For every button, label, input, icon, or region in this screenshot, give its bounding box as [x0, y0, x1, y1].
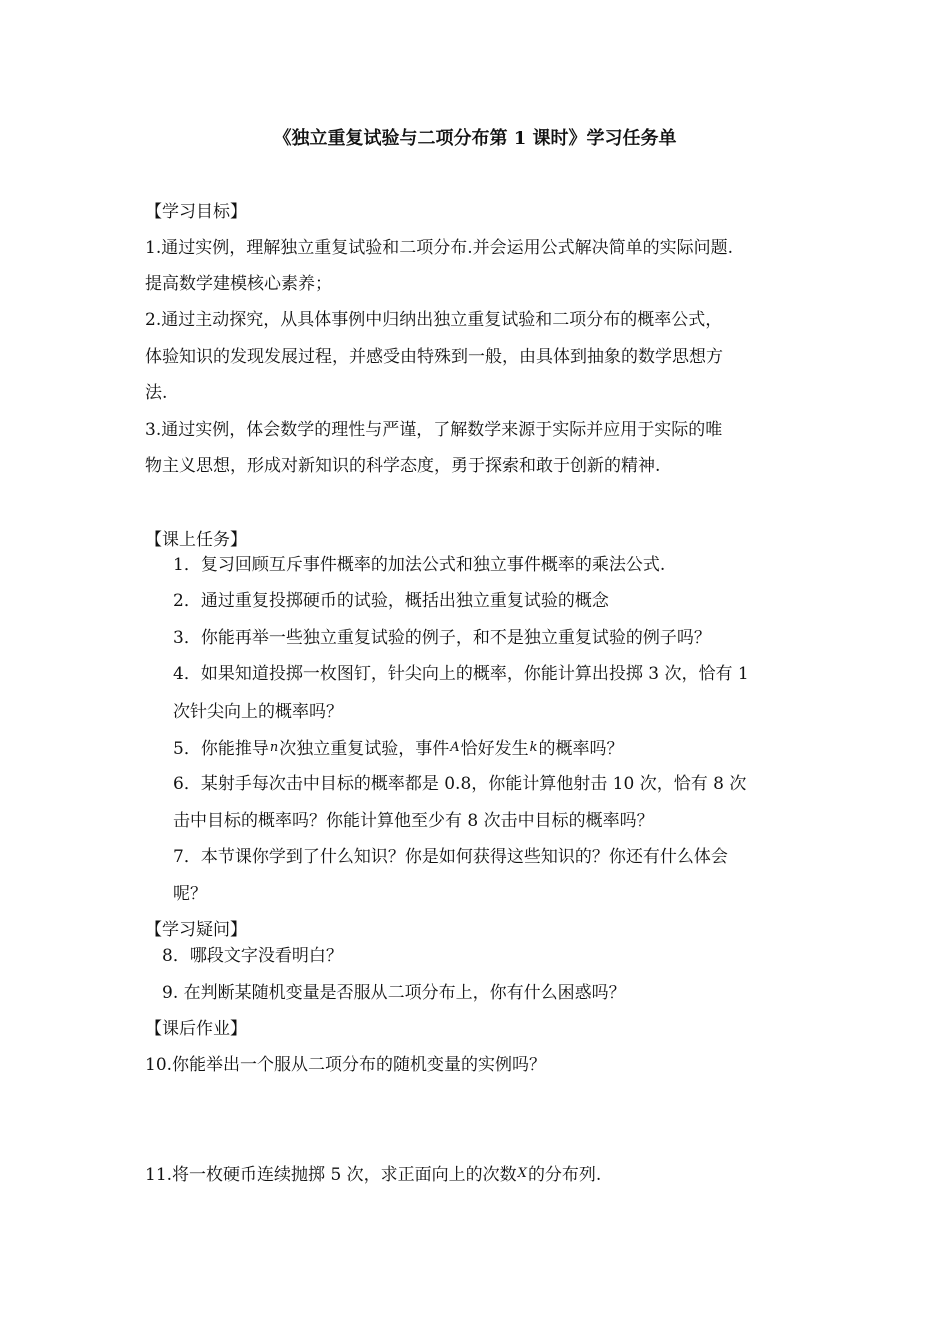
- section-heading-goals: 【学习目标】: [145, 202, 247, 222]
- goal-line: 2.通过主动探究，从具体事例中归纳出独立重复试验和二项分布的概率公式，: [145, 310, 723, 330]
- task-item-3: 3．你能再举一些独立重复试验的例子，和不是独立重复试验的例子吗？: [173, 628, 711, 648]
- task-item-6: 6．某射手每次击中目标的概率都是 0.8，你能计算他射击 10 次，恰有 8 次: [173, 774, 747, 794]
- goal-line: 1.通过实例，理解独立重复试验和二项分布.并会运用公式解决简单的实际问题.: [145, 238, 734, 258]
- task-5-text: 5．你能推导: [173, 739, 269, 759]
- math-var-n: n: [269, 740, 279, 755]
- task-item-1: 1．复习回顾互斥事件概率的加法公式和独立事件概率的乘法公式.: [173, 555, 666, 575]
- goal-line: 体验知识的发现发展过程，并感受由特殊到一般，由具体到抽象的数学思想方: [145, 347, 723, 367]
- task-item-7: 7．本节课你学到了什么知识？你是如何获得这些知识的？你还有什么体会: [173, 847, 728, 867]
- section-heading-tasks: 【课上任务】: [145, 530, 247, 550]
- goal-line: 提高数学建模核心素养；: [145, 274, 332, 294]
- task-item-5: [173, 736, 623, 761]
- homework-item-10: 10.你能举出一个服从二项分布的随机变量的实例吗？: [145, 1055, 547, 1075]
- homework-item-11: [145, 1162, 601, 1187]
- math-var-a: A: [450, 740, 460, 755]
- task-item-6-cont: 击中目标的概率吗？你能计算他至少有 8 次击中目标的概率吗？: [173, 811, 654, 831]
- homework-11-text: 的分布列.: [527, 1165, 602, 1185]
- task-5-text: 的概率吗？: [538, 739, 624, 759]
- document-title: 《独立重复试验与二项分布第 1 课时》学习任务单: [273, 128, 677, 149]
- task-5-text: 次独立重复试验，事件: [279, 739, 450, 759]
- task-item-2: 2．通过重复投掷硬币的试验，概括出独立重复试验的概念: [173, 591, 609, 611]
- homework-11-text: 11.将一枚硬币连续抛掷 5 次，求正面向上的次数: [145, 1165, 517, 1185]
- goal-line: 3.通过实例，体会数学的理性与严谨，了解数学来源于实际并应用于实际的唯: [145, 420, 723, 440]
- question-item-8: 8．哪段文字没看明白？: [162, 946, 343, 966]
- task-item-4-cont: 次针尖向上的概率吗？: [173, 702, 343, 722]
- task-item-7-cont: 呢？: [173, 884, 207, 904]
- section-heading-homework: 【课后作业】: [145, 1019, 247, 1039]
- math-var-k: k: [529, 740, 538, 755]
- goal-line: 法.: [145, 383, 168, 403]
- section-heading-questions: 【学习疑问】: [145, 920, 247, 940]
- goal-line: 物主义思想，形成对新知识的科学态度，勇于探索和敢于创新的精神.: [145, 456, 661, 476]
- question-item-9: 9. 在判断某随机变量是否服从二项分布上，你有什么困惑吗？: [162, 983, 626, 1003]
- math-var-x: X: [517, 1166, 527, 1181]
- task-item-4: 4．如果知道投掷一枚图钉，针尖向上的概率，你能计算出投掷 3 次，恰有 1: [173, 664, 749, 684]
- task-5-text: 恰好发生: [460, 739, 529, 759]
